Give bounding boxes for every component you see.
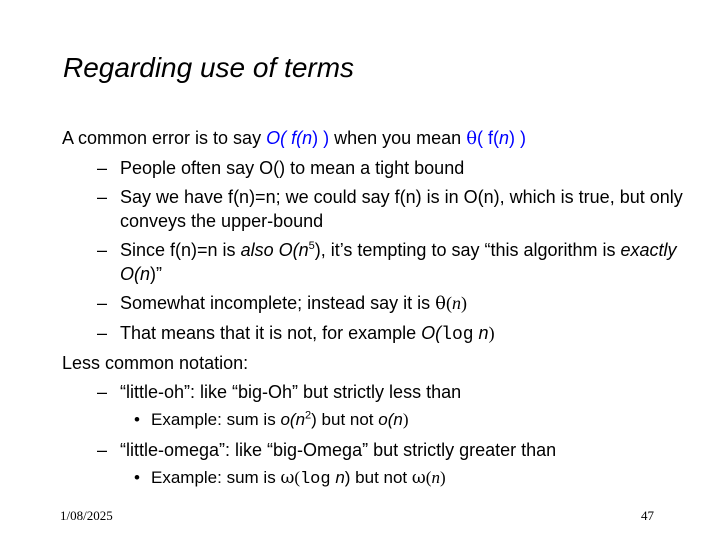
text: n [431, 468, 440, 487]
dash-marker: – [97, 158, 108, 178]
bullet-marker: • [134, 410, 140, 429]
text: ) but not [344, 468, 412, 487]
theta-expression [466, 128, 526, 148]
bullet-marker: • [134, 468, 140, 487]
text: O( [421, 323, 442, 343]
text: o( [378, 410, 394, 429]
text: ) [488, 323, 495, 343]
text: n [499, 128, 510, 148]
text: ) ) [312, 128, 330, 148]
text: ( [294, 468, 300, 487]
text: ( f( [477, 128, 500, 148]
text: Example: sum is [151, 410, 281, 429]
theta-symbol: θ [435, 293, 446, 314]
sub-sub-bullet-little-omega-example [62, 467, 702, 491]
text: n [330, 468, 345, 487]
text: ), it’s tempting to say “this algorithm is [314, 240, 621, 260]
sub-sub-bullet-little-oh-example [62, 409, 702, 431]
text: o( [280, 410, 296, 429]
text: ) [402, 410, 409, 429]
text: ) but not [311, 410, 379, 429]
text: n [298, 240, 309, 260]
text: O( f( [266, 128, 303, 148]
text: ) [461, 293, 467, 313]
text: ) ) [509, 128, 527, 148]
slide-title: Regarding use of terms [63, 52, 355, 83]
text: Say we have f(n)=n; we could say f(n) is in O(n), which is true, but only conveys the upper-bound [120, 187, 683, 231]
text: when you mean [329, 128, 467, 148]
dash-marker: – [97, 187, 108, 207]
text: n [473, 323, 489, 343]
text: “little-oh”: like “big-Oh” but strictly less than [120, 382, 462, 402]
text: n [452, 293, 461, 313]
dash-marker: – [97, 240, 108, 260]
theta-symbol: θ [466, 128, 478, 149]
text: n [140, 264, 151, 284]
exponent: 5 [308, 240, 315, 252]
omega-symbol: ω [411, 468, 426, 488]
sub-bullet-also-o-n5 [62, 238, 702, 286]
sub-bullet-incomplete [62, 291, 702, 316]
sub-bullet-little-oh [62, 380, 702, 404]
text: ( [446, 293, 452, 313]
sub-bullet-not-o-log-n [62, 321, 702, 347]
slide-body [62, 127, 702, 498]
text: A common error is to say [62, 128, 267, 148]
text: People often say O() to mean a tight bound [120, 158, 465, 178]
paragraph-less-common: Less common notation: [62, 353, 249, 373]
text: That means that it is not, for example [120, 323, 422, 343]
dash-marker: – [97, 293, 108, 313]
text: exactly O( [120, 240, 677, 284]
text: Since f(n)=n is [120, 240, 241, 260]
big-o-expression [266, 128, 329, 148]
text: n [393, 410, 403, 429]
text: “little-omega”: like “big-Omega” but strictly greater than [120, 440, 557, 460]
footer-page-number: 47 [641, 508, 654, 523]
footer-date: 1/08/2025 [60, 508, 113, 523]
omega-symbol: ω [280, 468, 295, 488]
text: ) [439, 468, 446, 487]
sub-bullet-upper-bound [62, 185, 702, 233]
text: )” [150, 264, 163, 284]
text: Example: sum is [151, 468, 281, 487]
log-function: log [441, 325, 474, 345]
text: n [295, 410, 306, 429]
text: also [240, 240, 274, 260]
dash-marker: – [97, 323, 108, 343]
paragraph-common-error [62, 127, 702, 150]
sub-bullet-little-omega [62, 438, 702, 462]
text: n [302, 128, 313, 148]
text: Somewhat incomplete; instead say it is [120, 293, 436, 313]
dash-marker: – [97, 382, 108, 402]
text: ( [425, 468, 432, 487]
exponent: 2 [305, 409, 312, 422]
sub-bullet-tight-bound [62, 156, 702, 180]
dash-marker: – [97, 440, 108, 460]
log-function: log [299, 470, 331, 489]
text: O( [273, 240, 299, 260]
